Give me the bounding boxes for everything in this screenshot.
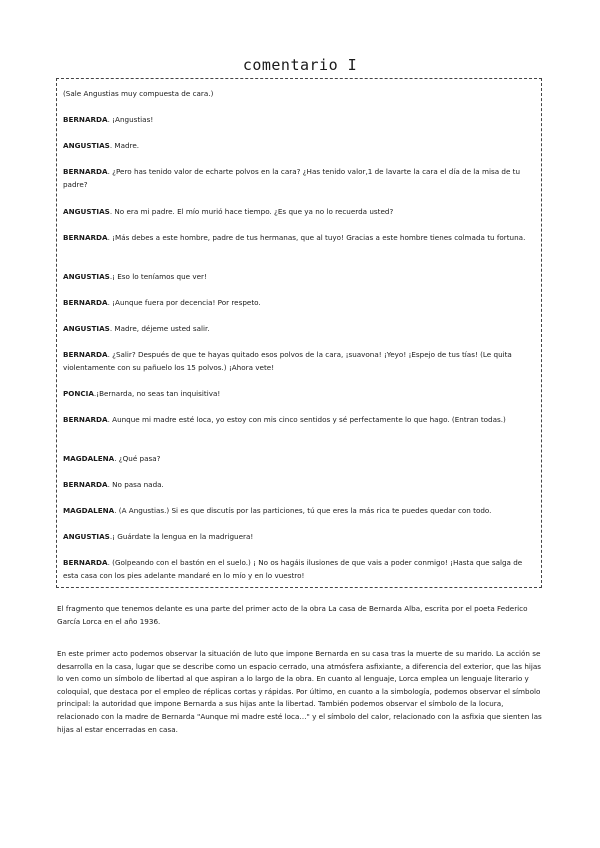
dialogue-box xyxy=(56,78,542,588)
dialogue-line: ANGUSTIAS.¡ Guárdate la lengua en la madriguera! xyxy=(63,532,254,541)
intro-paragraph: El fragmento que tenemos delante es una parte del primer acto de la obra La casa de Bernarda Alba, escrita por el poeta Federico García Lorca en el año 1936. xyxy=(57,604,528,626)
dialogue-line: BERNARDA. Aunque mi madre esté loca, yo estoy con mis cinco sentidos y sé perfectamente lo que hago. (Entran todas.) xyxy=(63,415,506,424)
dialogue-line: BERNARDA. ¡Angustias! xyxy=(63,115,154,124)
dialogue-line: MAGDALENA. (A Angustias.) Si es que discutís por las particiones, tú que eres la más rica te puedes quedar con todo. xyxy=(63,506,492,515)
dialogue-line: ANGUSTIAS. Madre, déjeme usted salir. xyxy=(63,324,210,333)
dialogue-line: ANGUSTIAS. No era mi padre. El mío murió hace tiempo. ¿Es que ya no lo recuerda usted? xyxy=(63,207,394,216)
dialogue-line: MAGDALENA. ¿Qué pasa? xyxy=(63,454,161,463)
dialogue-line: BERNARDA. ¡Aunque fuera por decencia! Por respeto. xyxy=(63,298,261,307)
dialogue-line: BERNARDA. ¿Salir? Después de que te hayas quitado esos polvos de la cara, ¡suavona! ¡Yeyo! ¡Espejo de tus tías! (Le quita violentamente con su pañuelo los 15 polvos.) ¡Ahora vete! xyxy=(63,350,512,372)
dialogue-line: BERNARDA. (Golpeando con el bastón en el suelo.) ¡ No os hagáis ilusiones de que vais a poder conmigo! ¡Hasta que salga de esta casa con los pies adelante mandaré en lo mío y en lo vuestro! xyxy=(63,558,523,580)
dialogue-line: (Sale Angustias muy compuesta de cara.) xyxy=(63,89,214,98)
dialogue-line: BERNARDA. ¿Pero has tenido valor de echarte polvos en la cara? ¿Has tenido valor,1 de lavarte la cara el día de la misa de tu padre? xyxy=(63,167,521,189)
dialogue-line: ANGUSTIAS.¡ Eso lo teníamos que ver! xyxy=(63,272,207,281)
dialogue-line: PONCIA.¡Bernarda, no seas tan inquisitiva! xyxy=(63,389,221,398)
document-title: comentario I xyxy=(242,56,358,74)
dialogue-line: ANGUSTIAS. Madre. xyxy=(63,141,140,150)
dialogue-line: BERNARDA. No pasa nada. xyxy=(63,480,164,489)
dialogue-line: BERNARDA. ¡Más debes a este hombre, padre de tus hermanas, que al tuyo! Gracias a este hombre tienes colmada tu fortuna. xyxy=(63,233,526,242)
commentary-paragraph: En este primer acto podemos observar la situación de luto que impone Bernarda en su casa tras la muerte de su marido. La acción se desarrolla en la casa, lugar que se describe como un espacio cerrado, una atmósfera asfixiante, a diferencia del exterior, que las hijas lo ven como un símbolo de libertad al que aspiran a lo largo de la obra. En cuanto al lenguaje, Lorca emplea un lenguaje literario y coloquial, que destaca por el empleo de réplicas cortas y rápidas. Por último, en cuanto a la simbología, podemos observar el símbolo principal: la autoridad que impone Bernarda a sus hijas ante la libertad. También podemos observar el símbolo de la locura, relacionado con la madre de Bernarda "Aunque mi madre esté loca…" y el símbolo del calor, relacionado con la asfixia que sienten las hijas al estar encerradas en casa. xyxy=(57,649,542,734)
